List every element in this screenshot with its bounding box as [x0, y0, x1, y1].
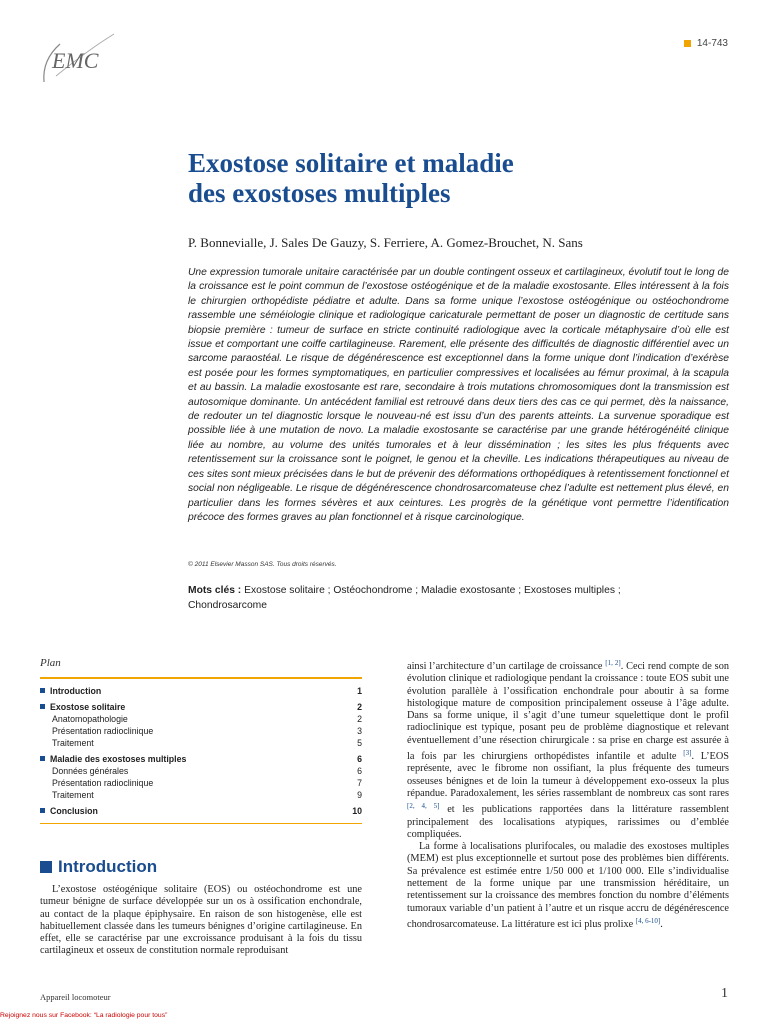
plan-item-label: Anatomopathologie — [52, 714, 128, 724]
facebook-notice: Rejoignez nous sur Facebook: “La radiologie pour tous” — [0, 1012, 168, 1019]
plan-item[interactable] — [40, 789, 362, 801]
document-id-text: 14-743 — [696, 38, 728, 49]
plan-box — [40, 657, 362, 824]
right-column-text — [407, 657, 729, 931]
plan-item-page: 7 — [357, 778, 362, 788]
plan-title: Plan — [40, 657, 61, 669]
introduction-paragraph: L’exostose ostéogénique solitaire (EOS) ou ostéochondrome est une tumeur bénigne de surface développée sur un os à ossification enchondrale, au contact de la plaque épiphysaire. En raison de son histogenèse, elle est habituellement classée dans les tumeurs bénignes d’origine cartilagineuse. En effet, elle se caractérise par une excroissance produisant à la fois du tissu cartilagineux et osseux de constitution normale reproduisant — [40, 884, 362, 957]
title-line-1: Exostose solitaire et maladie — [188, 148, 514, 178]
plan-item[interactable] — [40, 701, 362, 713]
plan-item-page: 6 — [357, 754, 362, 764]
plan-item-label: Traitement — [52, 790, 94, 800]
paragraph-1: ainsi l’architecture d’un cartilage de croissance [1, 2]. Ceci rend compte de son évolution clinique et radiologique pendant la croissance : toute EOS subit une évolution parallèle à l’ossification enchondrale pour aboutir à sa forme histologique mature de composition principalement osseuse à l’âge adulte. Dans sa forme unique, il s’agit d’une tumeur squelettique dont le profil radioclinique est typique, posant peu de problème diagnostique et relevant éventuellement d’une résection chirurgicale : sa prise en charge est assurée à la fois par les chirurgiens orthopédistes infantile et adulte [3]. L’EOS représente, avec le fibrome non ossifiant, la plus fréquente des tumeurs osseuses bénignes et de loin la tumeur à développement exo-osseux la plus répandue. Paradoxalement, les séries rassemblant de nombreux cas sont rares [2, 4, 5] et les publications rapportées dans la littérature rassemblent principalement des localisations atypiques, rarissimes ou d’emblée compliquées. — [407, 659, 729, 840]
plan-item-label: Présentation radioclinique — [52, 726, 154, 736]
abstract: Une expression tumorale unitaire caractérisée par un double contingent osseux et cartilagineux, évolutif tout le long de la croissance est le point commun de l’exostose ostéogénique et de la maladie exostosante. Elles intéressent à la fois le chirurgien orthopédiste pédiatre et adulte. Dans sa forme unique l’exostose ostéogénique ou ostéochondrome rassemble une séméiologie clinique et radiologique caricaturale permettant de poser un diagnostic de certitude sans biopsie première : tumeur de surface en stricte continuité radiologique avec la corticale métaphysaire d’où elle est issue et comportant une coiffe cartilagineuse. Rarement, elle présente des difficultés de diagnostic différentiel avec un sarcome paraostéal. Le risque de dégénérescence est exceptionnel dans la forme unique dont l’indication d’exérèse est posée pour les formes symptomatiques, en particulier compressives et localisées au fémur proximal, à la scapula et au bassin. La maladie exostosante est rare, secondaire à trois mutations chromosomiques dont la transmission est autosomique dominante. Un antécédent familial est retrouvé dans deux tiers des cas ce qui permet, dès la naissance, de redouter un tel diagnostic lorsque le nouveau-né est issu d’un des parents atteints. La survenue sporadique est possible liée à une mutation de novo. La maladie exostosante se caractérise par une grande hétérogénéité clinique liée au nombre, au volume des unités tumorales et à leur dissémination ; les sites les plus fréquents avec retentissement sur la croissance sont le poignet, le genou et la cheville. Les indications thérapeutiques au niveau de ces sites sont mieux précisées dans le but de prévenir des déformations orthopédiques à retentissement fonctionnel et social non négligeable. Le risque de dégénérescence chondrosarcomateuse chez l’adulte est nettement plus élevé, en particulier dans les formes sévères et aux ceintures. Les progrès de la génétique vont permettre l’identification précoce des formes graves au plan fonctionnel et à risque carcinologique. — [188, 267, 729, 523]
plan-item[interactable] — [40, 737, 362, 749]
paragraph-2: La forme à localisations plurifocales, ou maladie des exostoses multiples (MEM) est plus exceptionnelle et surtout pose des problèmes bien différents. Sa prévalence est estimée entre 1/50 000 et 1/100 000. Elle s’individualise nettement de la forme unique par une transmission héréditaire, un retentissement sur la croissance des membres fonction du nombre d’éléments tumoraux variable d’un patient à l’autre et un risque accru de dégénérescence chondrosarcomateuse. La littérature est ici plus prolixe [4, 6-10]. — [407, 841, 729, 930]
plan-item[interactable] — [40, 725, 362, 737]
plan-item[interactable] — [40, 713, 362, 725]
plan-item[interactable] — [40, 805, 362, 817]
blue-square-icon — [40, 861, 52, 873]
plan-divider — [40, 677, 362, 679]
copyright: © 2011 Elsevier Masson SAS. Tous droits réservés. — [188, 561, 337, 568]
plan-item-page: 3 — [357, 726, 362, 736]
plan-item-page: 2 — [357, 702, 362, 712]
plan-item-page: 6 — [357, 766, 362, 776]
page-number: 1 — [721, 986, 728, 1001]
plan-item-page: 10 — [352, 806, 362, 816]
authors: P. Bonnevialle, J. Sales De Gauzy, S. Ferriere, A. Gomez-Brouchet, N. Sans — [188, 235, 583, 250]
plan-item-label: Maladie des exostoses multiples — [40, 753, 186, 765]
keywords — [188, 584, 668, 613]
orange-square-icon — [684, 40, 691, 47]
article-title — [188, 148, 708, 208]
plan-item-label: Conclusion — [40, 805, 98, 817]
citation-link[interactable]: [4, 6-10] — [635, 916, 661, 925]
plan-item-page: 1 — [357, 686, 362, 696]
plan-item-label: Exostose solitaire — [40, 701, 125, 713]
plan-list — [40, 685, 362, 817]
plan-item-label: Présentation radioclinique — [52, 778, 154, 788]
citation-link[interactable]: [1, 2] — [605, 659, 621, 667]
plan-item[interactable] — [40, 765, 362, 777]
citation-link[interactable]: [3] — [683, 749, 692, 758]
keywords-label: Mots clés : — [188, 585, 242, 596]
plan-item-page: 9 — [357, 790, 362, 800]
keywords-text: Exostose solitaire ; Ostéochondrome ; Maladie exostosante ; Exostoses multiples ; Chondrosarcome — [188, 585, 621, 611]
document-id — [684, 38, 728, 49]
plan-item[interactable] — [40, 777, 362, 789]
plan-item-label: Données générales — [52, 766, 129, 776]
plan-item-label: Traitement — [52, 738, 94, 748]
citation-link[interactable]: [2, 4, 5] — [407, 802, 440, 811]
plan-item[interactable] — [40, 753, 362, 765]
plan-item-page: 5 — [357, 738, 362, 748]
plan-divider-bottom — [40, 823, 362, 824]
emc-logo — [38, 30, 118, 90]
introduction-heading-text: Introduction — [58, 857, 158, 876]
introduction-heading — [40, 857, 157, 877]
title-line-2: des exostoses multiples — [188, 178, 451, 208]
svg-text:EMC: EMC — [52, 48, 99, 73]
plan-item-page: 2 — [357, 714, 362, 724]
plan-item-label: Introduction — [40, 685, 101, 697]
journal-name: Appareil locomoteur — [40, 992, 111, 1002]
plan-item[interactable] — [40, 685, 362, 697]
